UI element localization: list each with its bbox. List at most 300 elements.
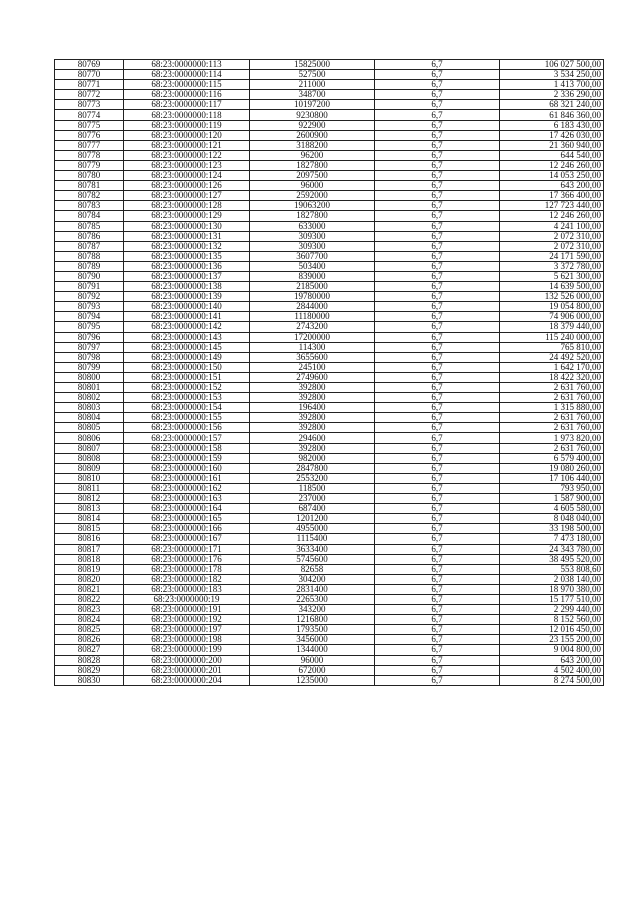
cadastral-number-cell: 68:23:0000000:200 (124, 655, 250, 665)
rate-cell: 6,7 (375, 615, 500, 625)
table-row (55, 534, 604, 544)
amount-cell: 1 973 820,00 (500, 433, 604, 443)
rate-cell: 6,7 (375, 90, 500, 100)
table-row (55, 494, 604, 504)
rate-cell: 6,7 (375, 544, 500, 554)
table-body (55, 60, 604, 686)
value-cell: 11180000 (250, 312, 375, 322)
row-number-cell: 80817 (55, 544, 124, 554)
cadastral-number-cell: 68:23:0000000:137 (124, 271, 250, 281)
table-row (55, 453, 604, 463)
row-number-cell: 80777 (55, 140, 124, 150)
amount-cell: 18 422 320,00 (500, 372, 604, 382)
cadastral-number-cell: 68:23:0000000:156 (124, 423, 250, 433)
cadastral-number-cell: 68:23:0000000:191 (124, 605, 250, 615)
value-cell: 503400 (250, 261, 375, 271)
table-row (55, 483, 604, 493)
table-row (55, 342, 604, 352)
row-number-cell: 80811 (55, 483, 124, 493)
rate-cell: 6,7 (375, 140, 500, 150)
table-row (55, 433, 604, 443)
row-number-cell: 80783 (55, 201, 124, 211)
row-number-cell: 80809 (55, 463, 124, 473)
amount-cell: 61 846 360,00 (500, 110, 604, 120)
cadastral-number-cell: 68:23:0000000:120 (124, 130, 250, 140)
cadastral-number-cell: 68:23:0000000:155 (124, 413, 250, 423)
table-row (55, 544, 604, 554)
amount-cell: 12 246 260,00 (500, 160, 604, 170)
rate-cell: 6,7 (375, 302, 500, 312)
value-cell: 19063200 (250, 201, 375, 211)
rate-cell: 6,7 (375, 483, 500, 493)
cadastral-number-cell: 68:23:0000000:161 (124, 473, 250, 483)
table-row (55, 605, 604, 615)
amount-cell: 4 605 580,00 (500, 504, 604, 514)
cadastral-number-cell: 68:23:0000000:138 (124, 282, 250, 292)
table-row (55, 231, 604, 241)
table-row (55, 443, 604, 453)
row-number-cell: 80818 (55, 554, 124, 564)
value-cell: 922900 (250, 120, 375, 130)
row-number-cell: 80820 (55, 574, 124, 584)
cadastral-number-cell: 68:23:0000000:132 (124, 241, 250, 251)
amount-cell: 17 426 030,00 (500, 130, 604, 140)
cadastral-number-cell: 68:23:0000000:158 (124, 443, 250, 453)
table-row (55, 191, 604, 201)
value-cell: 196400 (250, 403, 375, 413)
cadastral-number-cell: 68:23:0000000:135 (124, 251, 250, 261)
table-row (55, 282, 604, 292)
table-row (55, 80, 604, 90)
value-cell: 1827800 (250, 160, 375, 170)
amount-cell: 3 534 250,00 (500, 70, 604, 80)
amount-cell: 793 950,00 (500, 483, 604, 493)
value-cell: 2097500 (250, 171, 375, 181)
cadastral-number-cell: 68:23:0000000:154 (124, 403, 250, 413)
value-cell: 2553200 (250, 473, 375, 483)
rate-cell: 6,7 (375, 372, 500, 382)
rate-cell: 6,7 (375, 100, 500, 110)
amount-cell: 7 473 180,00 (500, 534, 604, 544)
value-cell: 10197200 (250, 100, 375, 110)
amount-cell: 18 970 380,00 (500, 584, 604, 594)
cadastral-number-cell: 68:23:0000000:128 (124, 201, 250, 211)
row-number-cell: 80788 (55, 251, 124, 261)
cadastral-number-cell: 68:23:0000000:198 (124, 635, 250, 645)
rate-cell: 6,7 (375, 352, 500, 362)
value-cell: 211000 (250, 80, 375, 90)
amount-cell: 6 579 400,00 (500, 453, 604, 463)
cadastral-number-cell: 68:23:0000000:116 (124, 90, 250, 100)
rate-cell: 6,7 (375, 655, 500, 665)
value-cell: 1115400 (250, 534, 375, 544)
row-number-cell: 80796 (55, 332, 124, 342)
amount-cell: 106 027 500,00 (500, 60, 604, 70)
amount-cell: 3 372 780,00 (500, 261, 604, 271)
value-cell: 392800 (250, 383, 375, 393)
table-row (55, 271, 604, 281)
value-cell: 3655600 (250, 352, 375, 362)
table-row (55, 574, 604, 584)
value-cell: 392800 (250, 423, 375, 433)
table-row (55, 463, 604, 473)
cadastral-number-cell: 68:23:0000000:127 (124, 191, 250, 201)
cadastral-number-cell: 68:23:0000000:126 (124, 181, 250, 191)
table-row (55, 584, 604, 594)
value-cell: 2743200 (250, 322, 375, 332)
row-number-cell: 80808 (55, 453, 124, 463)
row-number-cell: 80800 (55, 372, 124, 382)
rate-cell: 6,7 (375, 261, 500, 271)
cadastral-number-cell: 68:23:0000000:117 (124, 100, 250, 110)
cadastral-number-cell: 68:23:0000000:113 (124, 60, 250, 70)
table-row (55, 504, 604, 514)
cadastral-number-cell: 68:23:0000000:176 (124, 554, 250, 564)
row-number-cell: 80776 (55, 130, 124, 140)
row-number-cell: 80789 (55, 261, 124, 271)
row-number-cell: 80775 (55, 120, 124, 130)
row-number-cell: 80806 (55, 433, 124, 443)
table-row (55, 292, 604, 302)
cadastral-number-cell: 68:23:0000000:165 (124, 514, 250, 524)
rate-cell: 6,7 (375, 130, 500, 140)
table-row (55, 322, 604, 332)
amount-cell: 68 321 240,00 (500, 100, 604, 110)
rate-cell: 6,7 (375, 463, 500, 473)
rate-cell: 6,7 (375, 403, 500, 413)
table-row (55, 120, 604, 130)
row-number-cell: 80780 (55, 171, 124, 181)
rate-cell: 6,7 (375, 635, 500, 645)
rate-cell: 6,7 (375, 292, 500, 302)
row-number-cell: 80816 (55, 534, 124, 544)
row-number-cell: 80786 (55, 231, 124, 241)
cadastral-number-cell: 68:23:0000000:183 (124, 584, 250, 594)
rate-cell: 6,7 (375, 231, 500, 241)
row-number-cell: 80798 (55, 352, 124, 362)
rate-cell: 6,7 (375, 80, 500, 90)
row-number-cell: 80819 (55, 564, 124, 574)
table-row (55, 383, 604, 393)
value-cell: 633000 (250, 221, 375, 231)
value-cell: 4955000 (250, 524, 375, 534)
rate-cell: 6,7 (375, 514, 500, 524)
value-cell: 2847800 (250, 463, 375, 473)
cadastral-number-cell: 68:23:0000000:118 (124, 110, 250, 120)
row-number-cell: 80797 (55, 342, 124, 352)
table-row (55, 635, 604, 645)
table-row (55, 362, 604, 372)
table-row (55, 251, 604, 261)
amount-cell: 19 080 260,00 (500, 463, 604, 473)
row-number-cell: 80815 (55, 524, 124, 534)
amount-cell: 18 379 440,00 (500, 322, 604, 332)
rate-cell: 6,7 (375, 201, 500, 211)
amount-cell: 643 200,00 (500, 655, 604, 665)
row-number-cell: 80813 (55, 504, 124, 514)
value-cell: 19780000 (250, 292, 375, 302)
cadastral-number-cell: 68:23:0000000:130 (124, 221, 250, 231)
value-cell: 687400 (250, 504, 375, 514)
value-cell: 2592000 (250, 191, 375, 201)
row-number-cell: 80769 (55, 60, 124, 70)
value-cell: 2749600 (250, 372, 375, 382)
row-number-cell: 80827 (55, 645, 124, 655)
amount-cell: 17 366 400,00 (500, 191, 604, 201)
value-cell: 672000 (250, 665, 375, 675)
row-number-cell: 80785 (55, 221, 124, 231)
cadastral-number-cell: 68:23:0000000:114 (124, 70, 250, 80)
cadastral-number-cell: 68:23:0000000:143 (124, 332, 250, 342)
table-row (55, 665, 604, 675)
value-cell: 1216800 (250, 615, 375, 625)
table-row (55, 625, 604, 635)
value-cell: 392800 (250, 443, 375, 453)
amount-cell: 6 183 430,00 (500, 120, 604, 130)
amount-cell: 2 631 760,00 (500, 423, 604, 433)
rate-cell: 6,7 (375, 645, 500, 655)
rate-cell: 6,7 (375, 241, 500, 251)
amount-cell: 1 587 900,00 (500, 494, 604, 504)
row-number-cell: 80792 (55, 292, 124, 302)
cadastral-number-cell: 68:23:0000000:142 (124, 322, 250, 332)
rate-cell: 6,7 (375, 110, 500, 120)
row-number-cell: 80791 (55, 282, 124, 292)
rate-cell: 6,7 (375, 150, 500, 160)
amount-cell: 8 152 560,00 (500, 615, 604, 625)
rate-cell: 6,7 (375, 251, 500, 261)
cadastral-number-cell: 68:23:0000000:119 (124, 120, 250, 130)
amount-cell: 9 004 800,00 (500, 645, 604, 655)
table-row (55, 413, 604, 423)
value-cell: 392800 (250, 413, 375, 423)
amount-cell: 2 631 760,00 (500, 413, 604, 423)
cadastral-number-cell: 68:23:0000000:162 (124, 483, 250, 493)
cadastral-number-cell: 68:23:0000000:199 (124, 645, 250, 655)
table-row (55, 302, 604, 312)
table-row (55, 201, 604, 211)
row-number-cell: 80814 (55, 514, 124, 524)
value-cell: 2185000 (250, 282, 375, 292)
rate-cell: 6,7 (375, 584, 500, 594)
table-row (55, 423, 604, 433)
table-row (55, 150, 604, 160)
rate-cell: 6,7 (375, 342, 500, 352)
row-number-cell: 80770 (55, 70, 124, 80)
amount-cell: 21 360 940,00 (500, 140, 604, 150)
row-number-cell: 80824 (55, 615, 124, 625)
rate-cell: 6,7 (375, 443, 500, 453)
rate-cell: 6,7 (375, 322, 500, 332)
row-number-cell: 80779 (55, 160, 124, 170)
amount-cell: 24 171 590,00 (500, 251, 604, 261)
amount-cell: 132 526 000,00 (500, 292, 604, 302)
amount-cell: 2 336 290,00 (500, 90, 604, 100)
row-number-cell: 80823 (55, 605, 124, 615)
row-number-cell: 80794 (55, 312, 124, 322)
row-number-cell: 80802 (55, 393, 124, 403)
table-row (55, 393, 604, 403)
rate-cell: 6,7 (375, 473, 500, 483)
data-table (54, 59, 604, 686)
table-row (55, 171, 604, 181)
value-cell: 245100 (250, 362, 375, 372)
rate-cell: 6,7 (375, 453, 500, 463)
amount-cell: 1 642 170,00 (500, 362, 604, 372)
table-row (55, 70, 604, 80)
value-cell: 17200000 (250, 332, 375, 342)
amount-cell: 8 274 500,00 (500, 675, 604, 685)
cadastral-number-cell: 68:23:0000000:171 (124, 544, 250, 554)
table-row (55, 524, 604, 534)
amount-cell: 8 048 040,00 (500, 514, 604, 524)
cadastral-number-cell: 68:23:0000000:201 (124, 665, 250, 675)
value-cell: 2600900 (250, 130, 375, 140)
cadastral-number-cell: 68:23:0000000:151 (124, 372, 250, 382)
value-cell: 1827800 (250, 211, 375, 221)
rate-cell: 6,7 (375, 60, 500, 70)
value-cell: 304200 (250, 574, 375, 584)
row-number-cell: 80804 (55, 413, 124, 423)
rate-cell: 6,7 (375, 675, 500, 685)
rate-cell: 6,7 (375, 413, 500, 423)
value-cell: 2831400 (250, 584, 375, 594)
table-row (55, 211, 604, 221)
amount-cell: 24 343 780,00 (500, 544, 604, 554)
cadastral-number-cell: 68:23:0000000:160 (124, 463, 250, 473)
cadastral-number-cell: 68:23:0000000:150 (124, 362, 250, 372)
amount-cell: 12 016 450,00 (500, 625, 604, 635)
amount-cell: 127 723 440,00 (500, 201, 604, 211)
row-number-cell: 80810 (55, 473, 124, 483)
value-cell: 2265300 (250, 594, 375, 604)
cadastral-number-cell: 68:23:0000000:129 (124, 211, 250, 221)
amount-cell: 12 246 260,00 (500, 211, 604, 221)
row-number-cell: 80774 (55, 110, 124, 120)
rate-cell: 6,7 (375, 534, 500, 544)
rate-cell: 6,7 (375, 665, 500, 675)
row-number-cell: 80807 (55, 443, 124, 453)
cadastral-number-cell: 68:23:0000000:197 (124, 625, 250, 635)
cadastral-number-cell: 68:23:0000000:19 (124, 594, 250, 604)
rate-cell: 6,7 (375, 120, 500, 130)
rate-cell: 6,7 (375, 504, 500, 514)
amount-cell: 17 106 440,00 (500, 473, 604, 483)
rate-cell: 6,7 (375, 594, 500, 604)
cadastral-number-cell: 68:23:0000000:115 (124, 80, 250, 90)
table-row (55, 615, 604, 625)
rate-cell: 6,7 (375, 282, 500, 292)
row-number-cell: 80829 (55, 665, 124, 675)
table-row (55, 372, 604, 382)
cadastral-number-cell: 68:23:0000000:178 (124, 564, 250, 574)
cadastral-number-cell: 68:23:0000000:124 (124, 171, 250, 181)
amount-cell: 19 054 800,00 (500, 302, 604, 312)
row-number-cell: 80778 (55, 150, 124, 160)
value-cell: 3633400 (250, 544, 375, 554)
rate-cell: 6,7 (375, 554, 500, 564)
amount-cell: 4 241 100,00 (500, 221, 604, 231)
cadastral-number-cell: 68:23:0000000:131 (124, 231, 250, 241)
value-cell: 114300 (250, 342, 375, 352)
value-cell: 348700 (250, 90, 375, 100)
rate-cell: 6,7 (375, 433, 500, 443)
amount-cell: 2 631 760,00 (500, 383, 604, 393)
amount-cell: 14 053 250,00 (500, 171, 604, 181)
value-cell: 343200 (250, 605, 375, 615)
value-cell: 5745600 (250, 554, 375, 564)
table-row (55, 261, 604, 271)
row-number-cell: 80826 (55, 635, 124, 645)
amount-cell: 2 631 760,00 (500, 393, 604, 403)
rate-cell: 6,7 (375, 332, 500, 342)
table-row (55, 140, 604, 150)
cadastral-number-cell: 68:23:0000000:153 (124, 393, 250, 403)
rate-cell: 6,7 (375, 312, 500, 322)
row-number-cell: 80793 (55, 302, 124, 312)
table-row (55, 130, 604, 140)
table-row (55, 564, 604, 574)
value-cell: 1793500 (250, 625, 375, 635)
row-number-cell: 80772 (55, 90, 124, 100)
amount-cell: 1 315 880,00 (500, 403, 604, 413)
rate-cell: 6,7 (375, 494, 500, 504)
value-cell: 527500 (250, 70, 375, 80)
cadastral-number-cell: 68:23:0000000:163 (124, 494, 250, 504)
value-cell: 96000 (250, 181, 375, 191)
row-number-cell: 80812 (55, 494, 124, 504)
value-cell: 9230800 (250, 110, 375, 120)
row-number-cell: 80822 (55, 594, 124, 604)
rate-cell: 6,7 (375, 362, 500, 372)
amount-cell: 553 808,60 (500, 564, 604, 574)
value-cell: 309300 (250, 231, 375, 241)
cadastral-number-cell: 68:23:0000000:121 (124, 140, 250, 150)
table-row (55, 332, 604, 342)
table-row (55, 594, 604, 604)
row-number-cell: 80787 (55, 241, 124, 251)
cadastral-number-cell: 68:23:0000000:159 (124, 453, 250, 463)
row-number-cell: 80830 (55, 675, 124, 685)
table-row (55, 90, 604, 100)
rate-cell: 6,7 (375, 393, 500, 403)
table-row (55, 403, 604, 413)
rate-cell: 6,7 (375, 191, 500, 201)
amount-cell: 5 621 300,00 (500, 271, 604, 281)
cadastral-number-cell: 68:23:0000000:166 (124, 524, 250, 534)
cadastral-number-cell: 68:23:0000000:141 (124, 312, 250, 322)
value-cell: 2844000 (250, 302, 375, 312)
rate-cell: 6,7 (375, 605, 500, 615)
amount-cell: 2 038 140,00 (500, 574, 604, 584)
amount-cell: 1 413 700,00 (500, 80, 604, 90)
amount-cell: 765 810,00 (500, 342, 604, 352)
amount-cell: 23 155 200,00 (500, 635, 604, 645)
rate-cell: 6,7 (375, 221, 500, 231)
amount-cell: 14 639 500,00 (500, 282, 604, 292)
cadastral-number-cell: 68:23:0000000:145 (124, 342, 250, 352)
table-row (55, 312, 604, 322)
amount-cell: 38 495 520,00 (500, 554, 604, 564)
value-cell: 1344000 (250, 645, 375, 655)
cadastral-number-cell: 68:23:0000000:167 (124, 534, 250, 544)
row-number-cell: 80782 (55, 191, 124, 201)
amount-cell: 15 177 510,00 (500, 594, 604, 604)
rate-cell: 6,7 (375, 171, 500, 181)
cadastral-number-cell: 68:23:0000000:157 (124, 433, 250, 443)
row-number-cell: 80821 (55, 584, 124, 594)
value-cell: 96000 (250, 655, 375, 665)
